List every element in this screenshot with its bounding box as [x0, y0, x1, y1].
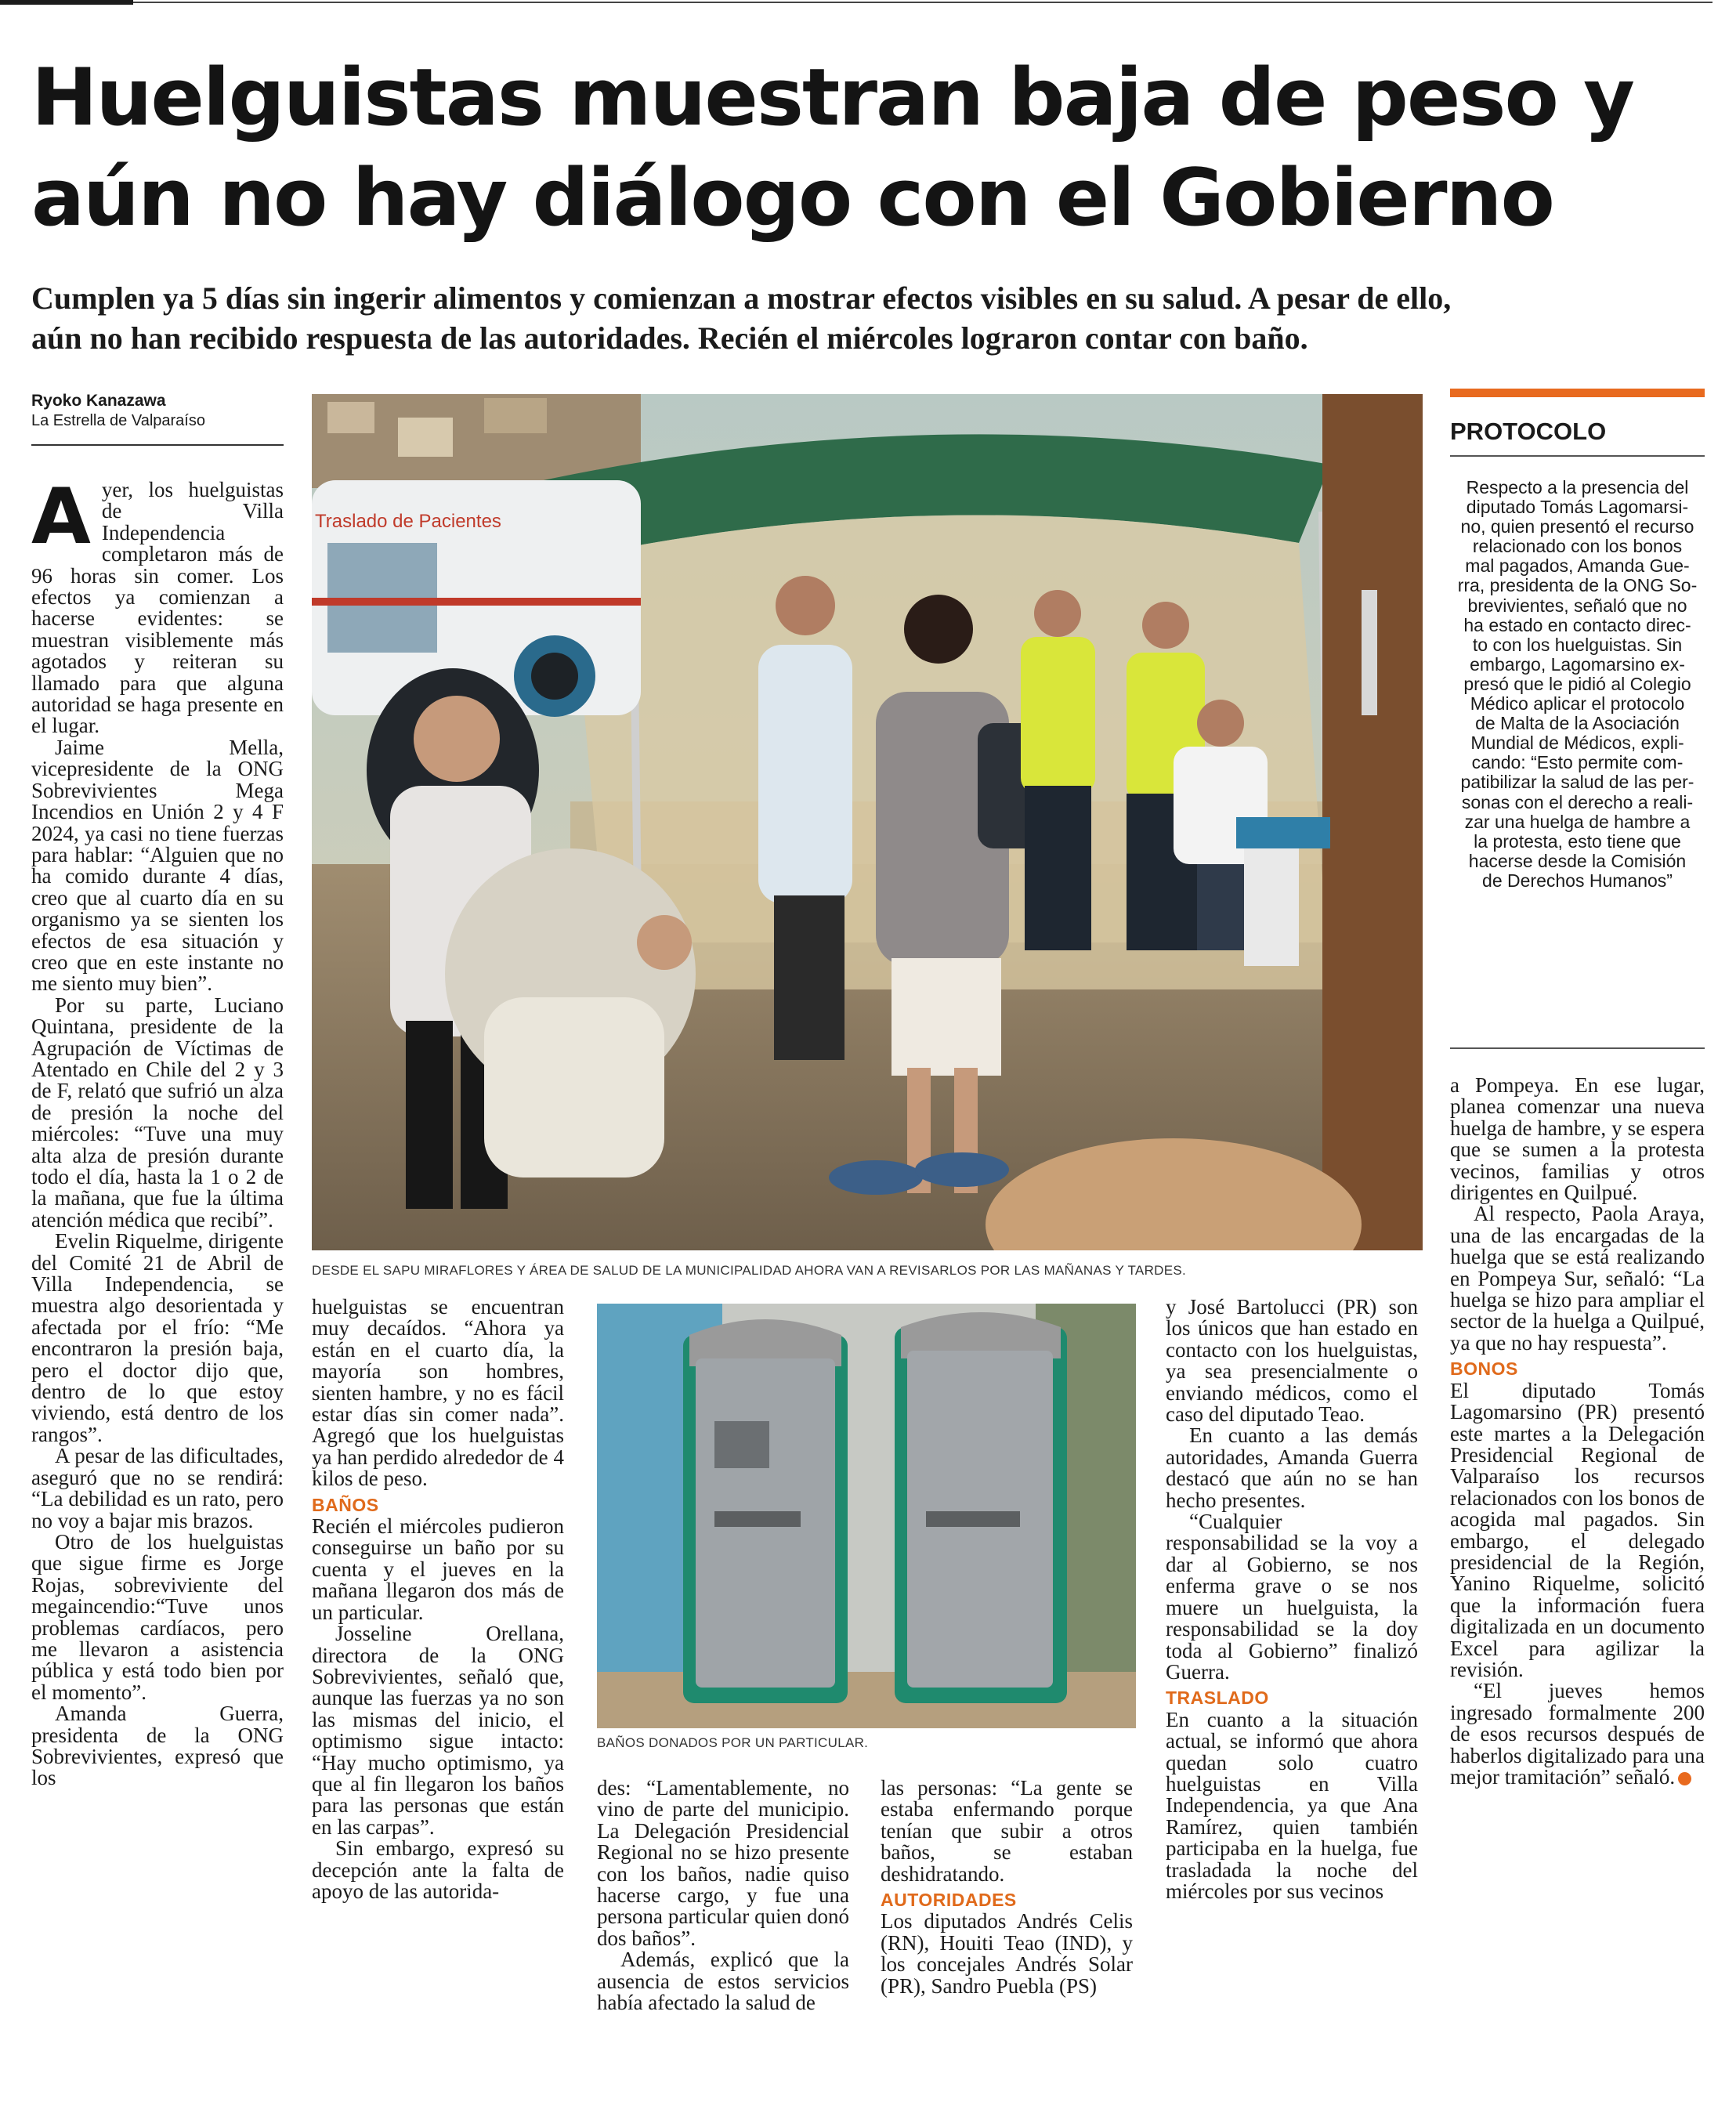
- end-mark-icon: [1678, 1772, 1691, 1785]
- sidebar-line: de Malta de la Asociación: [1475, 713, 1680, 734]
- paragraph: Amanda Guerra, presidenta de la ONG Sobrevivientes, expresó que los: [31, 1702, 284, 1790]
- sidebar-line: to con los huelguistas. Sin: [1472, 634, 1683, 655]
- toilets-photo: [597, 1304, 1136, 1728]
- paragraph: y José Bartolucci (PR) son los únicos que han estado en contacto con los huelguistas, ya sea presencialmente o enviando médicos, como el caso del diputado Teao.: [1166, 1295, 1418, 1427]
- subhead-bonos: BONOS: [1450, 1358, 1518, 1380]
- byline-author: Ryoko Kanazawa: [31, 392, 166, 410]
- paragraph-text: “El jueves hemos ingresado formalmente 200 de esos recursos después de haberlos digitalizado para una mejor tramitación” señaló.: [1450, 1679, 1705, 1789]
- sidebar-line: brevivientes, señaló que no: [1467, 595, 1687, 616]
- paragraph: Los diputados Andrés Celis (RN), Houiti Teao (IND), y los concejales Andrés Solar (PR), Sandro Puebla (PS): [881, 1909, 1133, 1998]
- paragraph: Al respecto, Paola Araya, una de las encargadas de la huelga que se está realizando en Pompeya Sur, señaló: “La huelga se hizo para ampliar el sector de la huelga a Quilpué, ya que no hay respuesta”.: [1450, 1202, 1705, 1355]
- toilets-photo-caption: BAÑOS DONADOS POR UN PARTICULAR.: [597, 1735, 869, 1750]
- sidebar-line: Mundial de Médicos, expli-: [1470, 733, 1684, 754]
- sidebar-line: Respecto a la presencia del: [1466, 477, 1689, 497]
- sidebar-line: ha estado en contacto direc-: [1463, 614, 1691, 635]
- sidebar-line: zar una huelga de hambre a: [1464, 811, 1691, 832]
- sidebar-line: presó que le pidió al Colegio: [1463, 673, 1691, 694]
- headline-line: Huelguistas muestran baja de peso y: [31, 51, 1633, 143]
- sidebar-line: de Derechos Humanos”: [1482, 870, 1673, 891]
- sidebar-accent-bar: [1450, 389, 1705, 397]
- sidebar-line: rra, presidenta de la ONG So-: [1457, 575, 1698, 596]
- main-photo-illustration: [312, 394, 1423, 1250]
- top-rule: [133, 2, 1712, 3]
- paragraph: Además, explicó que la ausencia de estos servicios había afectado la salud de: [597, 1948, 849, 2015]
- sidebar-line: Médico aplicar el protocolo: [1470, 693, 1685, 714]
- sidebar-line: hacerse desde la Comisión: [1468, 850, 1687, 871]
- sidebar-rule: [1450, 455, 1705, 457]
- main-photo: [312, 394, 1423, 1250]
- column-3: [597, 1778, 849, 2013]
- sidebar-line: mal pagados, Amanda Gue-: [1465, 555, 1690, 577]
- drop-cap: A: [31, 472, 91, 562]
- sidebar-line: no, quien presentó el recurso: [1460, 516, 1694, 537]
- byline-publication: La Estrella de Valparaíso: [31, 412, 205, 429]
- paragraph: En cuanto a la situación actual, se informó que ahora quedan solo cuatro huelguistas en Villa Independencia, ya que Ana Ramírez, quien también participaba en la huelga, fue trasladada la noche del miércoles por sus vecinos: [1166, 1707, 1418, 1903]
- column-5: [1166, 1297, 1418, 1902]
- sidebar-line: sonas con el derecho a reali-: [1461, 791, 1694, 812]
- paragraph: las personas: “La gente se estaba enfermando porque tenían que subir a otros baños, se estaban deshidratando.: [881, 1776, 1133, 1886]
- paragraph: huelguistas se encuentran muy decaídos. “Ahora ya están en el cuarto día, la mayoría son hombres, sienten hambre, y no es fácil estar días sin comer nada”. Agregó que los huelguistas ya han perdido alrededor de 4 kilos de peso.: [312, 1295, 564, 1491]
- paragraph: A pesar de las dificultades, aseguró que no se rendirá: “La debilidad es un rato, pero no voy a bajar mis brazos.: [31, 1444, 284, 1532]
- paragraph: Josseline Orellana, directora de la ONG Sobrevivientes, señaló que, aunque las fuerzas ya no son las mismas del inicio, el optimismo sigue intacto: “Hay mucho optimismo, ya que al fin llegaron los baños para las personas que están en las carpas”.: [312, 1622, 564, 1839]
- column-4: [881, 1778, 1133, 1997]
- sidebar-body: [1450, 478, 1705, 891]
- paragraph: Evelin Riquelme, dirigente del Comité 21 de Abril de Villa Independencia, se muestra algo desorientada y afectada por el frío: “Me encontraron la presión baja, pero el doctor dijo que, dentro de lo que estoy viviendo, está dentro de los rangos”.: [31, 1229, 284, 1446]
- column-2: [312, 1297, 564, 1902]
- paragraph: Recién el miércoles pudieron conseguirse un baño por su cuenta y el jueves en la mañana llegaron dos más de un particular.: [312, 1514, 564, 1624]
- paragraph: des: “Lamentablemente, no vino de parte del municipio. La Delegación Presidencial Regional no se hizo presente con los baños, nadie quiso hacerse cargo, y fue una persona particular quien donó dos baños”.: [597, 1776, 849, 1950]
- sidebar-title: PROTOCOLO: [1450, 418, 1607, 445]
- paragraph: Otro de los huelguistas que sigue firme es Jorge Rojas, sobreviviente del megaincendio:“Tuve unos problemas cardíacos, pero me llevaron a asistencia pública y está todo bien por el momento”.: [31, 1529, 284, 1704]
- sidebar-line: diputado Tomás Lagomarsi-: [1466, 497, 1689, 518]
- paragraph: a Pompeya. En ese lugar, planea comenzar una nueva huelga de hambre, y se espera que se sumen a la protesta vecinos, familias y otros dirigentes en Quilpué.: [1450, 1073, 1705, 1205]
- byline-rule: [31, 444, 284, 446]
- deck: [31, 278, 1716, 358]
- paragraph: Sin embargo, expresó su decepción ante la falta de apoyo de las autorida-: [312, 1836, 564, 1903]
- column-1: [31, 472, 284, 1790]
- top-rule-mark: [0, 0, 133, 5]
- sidebar-line: la protesta, esto tiene que: [1474, 830, 1681, 852]
- paragraph: “Cualquier responsabilidad se la voy a dar al Gobierno, se nos enferma grave o se nos muere un huelguista, la responsabilidad se la doy toda al Gobierno” finalizó Guerra.: [1166, 1510, 1418, 1684]
- deck-line: Cumplen ya 5 días sin ingerir alimentos y comienzan a mostrar efectos visibles en su salud. A pesar de ello,: [31, 280, 1452, 316]
- toilets-photo-illustration: [597, 1304, 1136, 1728]
- paragraph: En cuanto a las demás autoridades, Amanda Guerra destacó que aún no se han hecho presentes.: [1166, 1423, 1418, 1512]
- paragraph: [1450, 1680, 1705, 1788]
- sidebar-line: cando: “Esto permite com-: [1471, 752, 1684, 773]
- paragraph: Jaime Mella, vicepresidente de la ONG Sobrevivientes Mega Incendios en Unión 2 y 4 F 2024, ya casi no tiene fuerzas para hablar: “Alguien que no ha comido durante 4 días, creo que al cuarto día en su organismo ya se sienten los efectos de esa situación y creo que en este instante no me siento muy bien”.: [31, 735, 284, 996]
- paragraph: El diputado Tomás Lagomarsino (PR) presentó este martes a la Delegación Presidencial Regional de Valparaíso los recursos relacionados con los bonos de acogida mal pagados. Sin embargo, el delegado presidencial de la Región, Yanino Riquelme, solicitó que la información fuera digitalizada en un documento Excel para agilizar la revisión.: [1450, 1378, 1705, 1681]
- sidebar-line: relacionado con los bonos: [1472, 536, 1683, 557]
- sidebar-line: patibilizar la salud de las per-: [1460, 772, 1694, 793]
- subhead-autoridades: AUTORIDADES: [881, 1890, 1017, 1911]
- paragraph: [31, 472, 284, 738]
- sidebar-line: embargo, Lagomarsino ex-: [1470, 653, 1685, 675]
- sidebar-end-rule: [1450, 1047, 1705, 1049]
- headline: [31, 47, 1716, 248]
- paragraph-text: yer, los huelguistas de Villa Independencia completaron más de 96 horas sin comer. Los efectos ya comienzan a hacerse evidentes: se muestran visiblemente más agotados y reiteran su llamado para que alguna autoridad se haga presente en el lugar.: [31, 478, 284, 738]
- headline-line: aún no hay diálogo con el Gobierno: [31, 151, 1553, 244]
- paragraph: Por su parte, Luciano Quintana, presidente de la Agrupación de Víctimas de Atentado en Chile del 2 y 3 de F, relató que sufrió un alza de presión la noche del miércoles: “Tuve una muy alta alza de presión durante todo el día, hasta la 1 o 2 de la mañana, que fue la última atención médica que recibí”.: [31, 993, 284, 1232]
- main-photo-caption: DESDE EL SAPU MIRAFLORES Y ÁREA DE SALUD DE LA MUNICIPALIDAD AHORA VAN A REVISARLOS POR LAS MAÑANAS Y TARDES.: [312, 1263, 1187, 1278]
- subhead-banos: BAÑOS: [312, 1494, 379, 1515]
- subhead-traslado: TRASLADO: [1166, 1688, 1269, 1709]
- ambulance-label: Traslado de Pacientes: [315, 511, 501, 532]
- deck-line: aún no han recibido respuesta de las autoridades. Recién el miércoles lograron contar con baño.: [31, 320, 1308, 356]
- column-6: [1450, 1075, 1705, 1788]
